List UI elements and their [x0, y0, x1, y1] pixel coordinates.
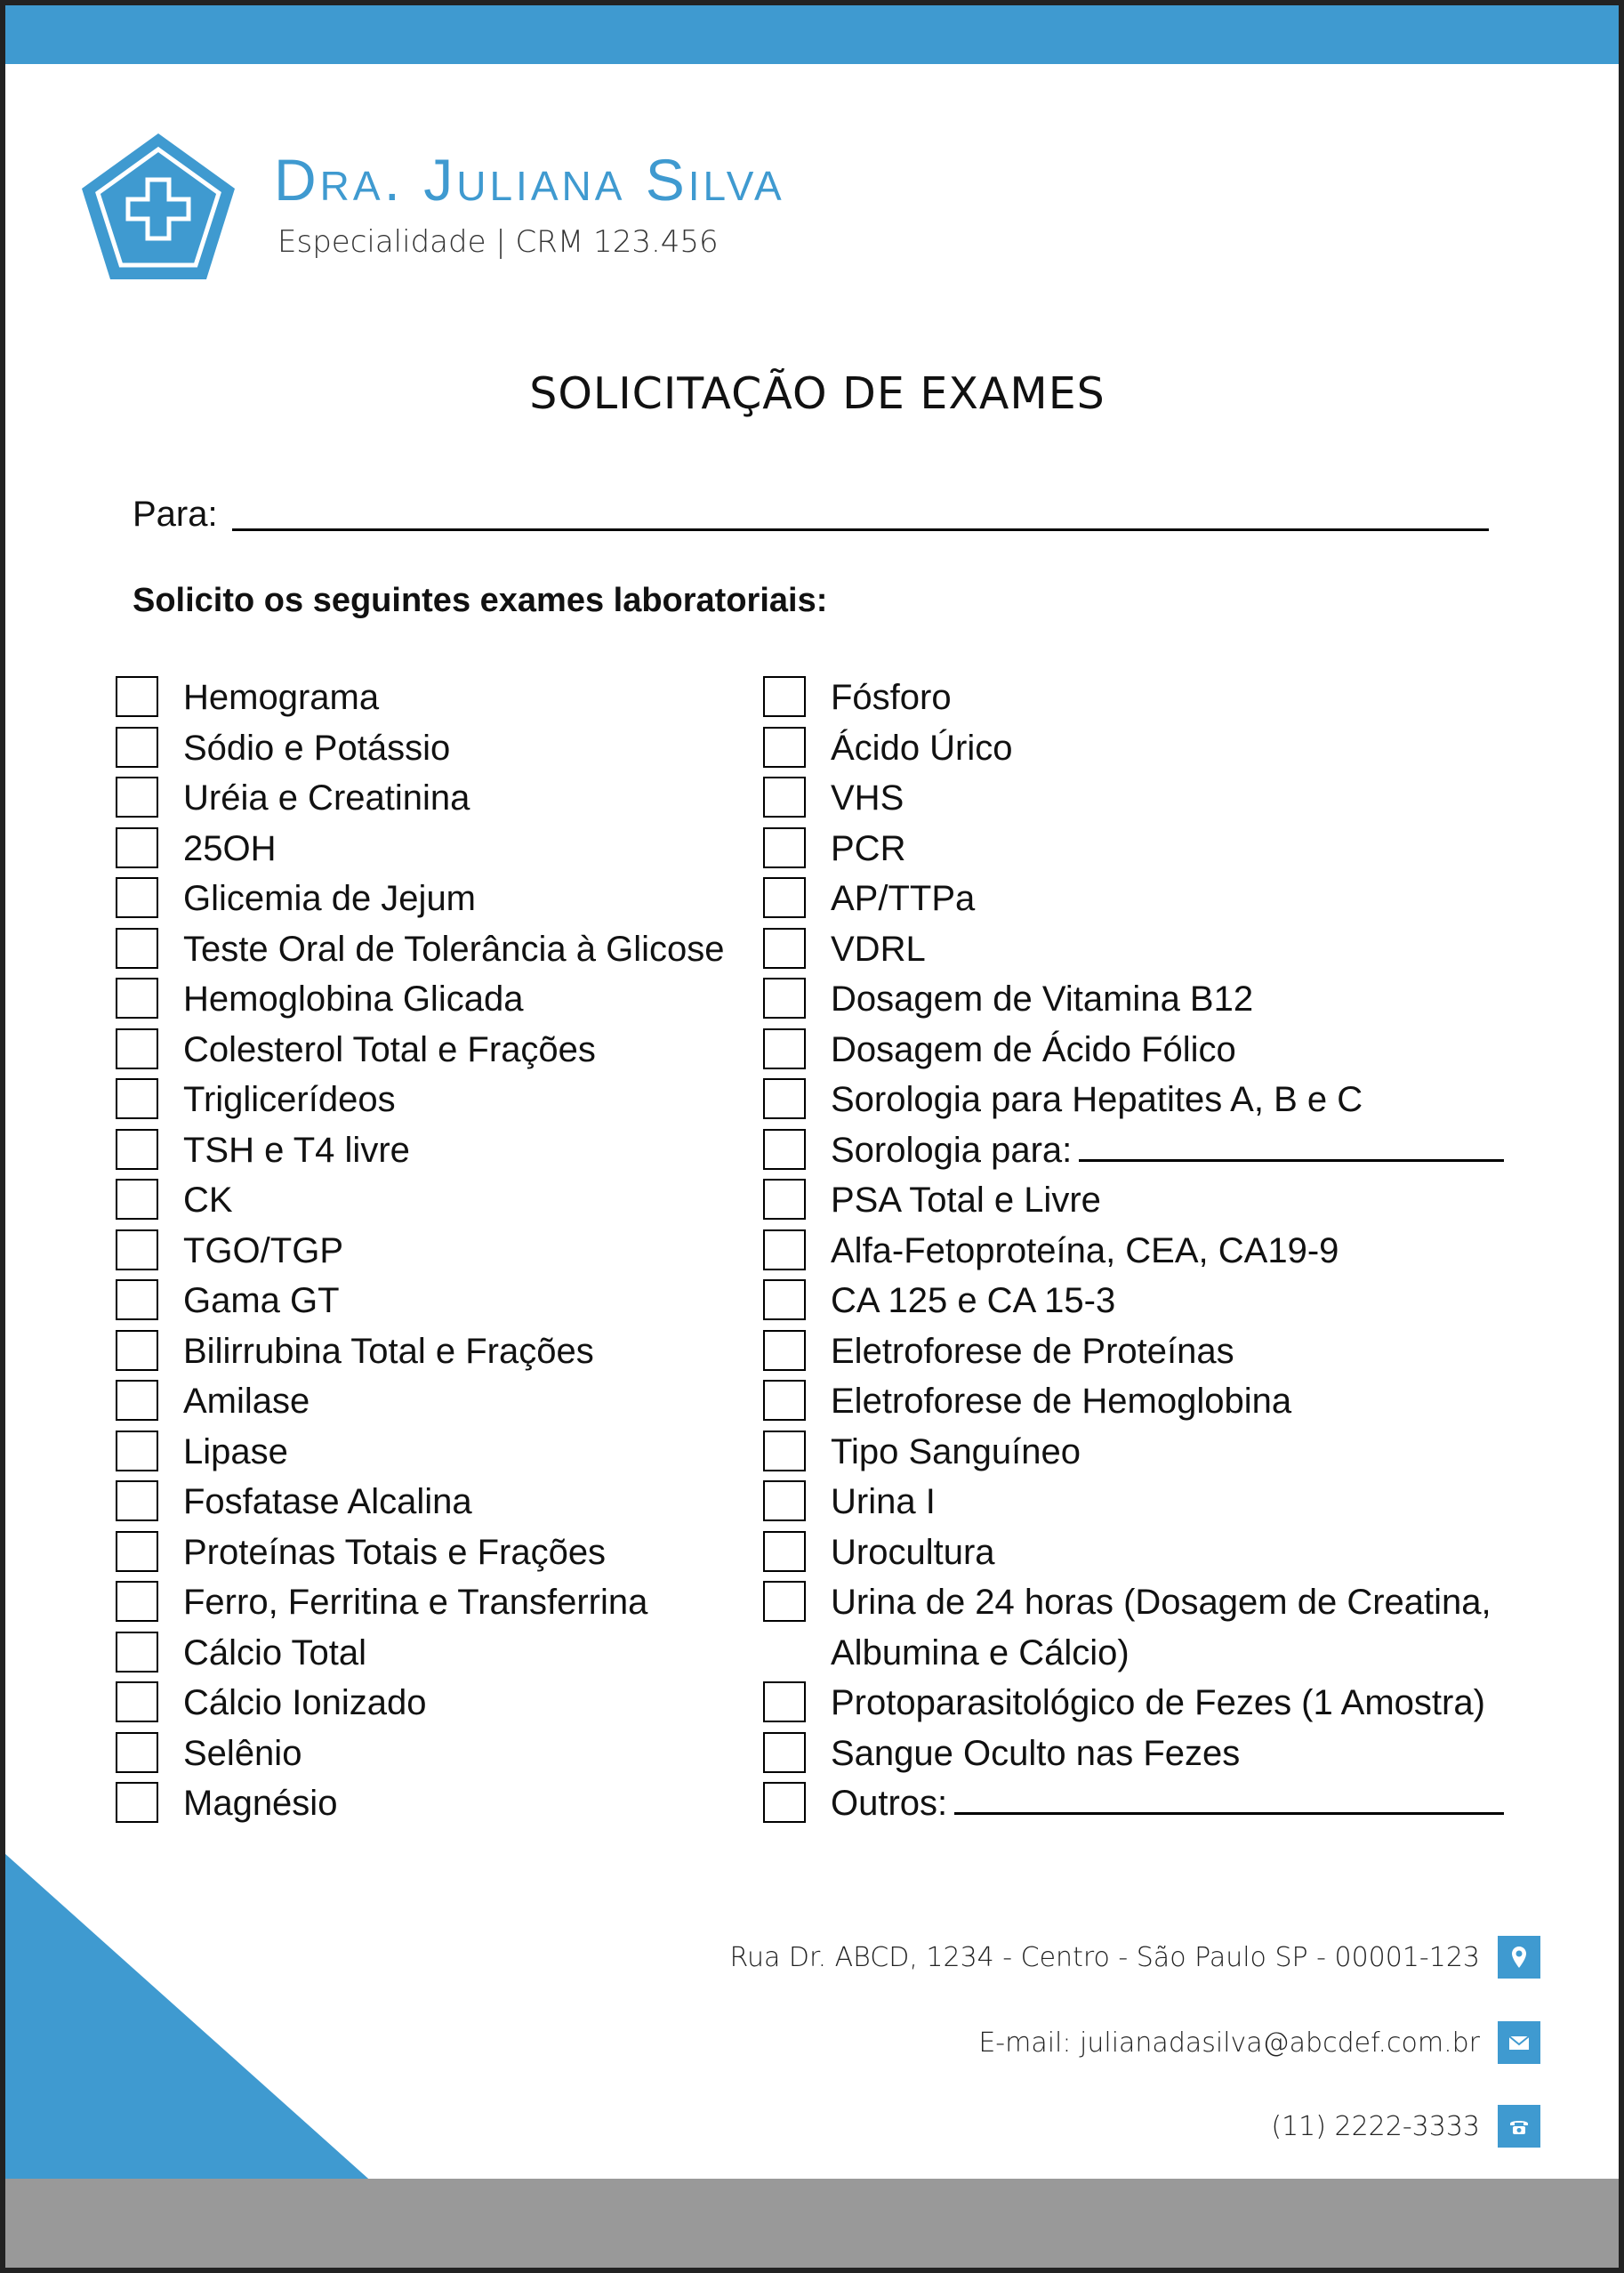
exam-label: Lipase — [183, 1431, 288, 1471]
exam-label: Bilirrubina Total e Frações — [183, 1331, 594, 1371]
exam-item — [763, 1678, 1519, 1729]
exam-label: TGO/TGP — [183, 1230, 343, 1270]
exam-checkbox[interactable] — [763, 1581, 806, 1622]
exam-item — [763, 1427, 1519, 1478]
exam-label: Selênio — [183, 1733, 302, 1773]
contact-address — [729, 1936, 1540, 1979]
exam-checkbox[interactable] — [763, 1028, 806, 1069]
exam-label: Cálcio Ionizado — [183, 1683, 427, 1722]
contact-phone — [1271, 2105, 1540, 2148]
exam-item — [116, 1477, 738, 1527]
exam-checkbox[interactable] — [116, 676, 158, 717]
exam-item — [763, 824, 1519, 875]
exam-checkbox[interactable] — [763, 1732, 806, 1773]
exam-item — [763, 773, 1519, 824]
exam-item — [763, 1025, 1519, 1076]
exam-checkbox[interactable] — [763, 1078, 806, 1119]
exam-checkbox[interactable] — [763, 727, 806, 768]
exam-label: Proteínas Totais e Frações — [183, 1532, 607, 1572]
exam-label: Hemograma — [183, 678, 380, 717]
exam-label: Triglicerídeos — [183, 1080, 396, 1119]
bottom-footer-bar — [5, 2179, 1619, 2268]
exam-checkbox[interactable] — [116, 1480, 158, 1521]
exam-label: PSA Total e Livre — [831, 1181, 1101, 1220]
exam-checkbox[interactable] — [763, 1531, 806, 1572]
exam-checkbox[interactable] — [116, 1681, 158, 1722]
exam-checkbox[interactable] — [763, 1179, 806, 1220]
exam-checkbox[interactable] — [116, 1129, 158, 1170]
exam-label: Fosfatase Alcalina — [183, 1482, 472, 1521]
exam-item — [116, 1025, 738, 1076]
exam-item — [116, 1678, 738, 1729]
top-accent-bar — [5, 5, 1619, 64]
exam-label: VDRL — [831, 929, 926, 969]
exam-checkbox[interactable] — [763, 777, 806, 818]
exam-checkbox[interactable] — [116, 727, 158, 768]
recipient-label: Para: — [133, 495, 218, 534]
exam-label: Urina de 24 horas (Dosagem de Creatina, Albumina e Cálcio) — [831, 1583, 1491, 1673]
exam-label: Alfa-Fetoproteína, CEA, CA19-9 — [831, 1230, 1339, 1270]
exam-item — [763, 1376, 1519, 1427]
exam-checkbox[interactable] — [116, 877, 158, 918]
medical-cross-logo-icon — [78, 130, 238, 283]
exam-label: Sangue Oculto nas Fezes — [831, 1733, 1241, 1773]
exam-label: Urocultura — [831, 1532, 995, 1572]
exam-checkbox[interactable] — [763, 1681, 806, 1722]
exam-checkbox[interactable] — [116, 1581, 158, 1622]
exam-item — [116, 974, 738, 1025]
exam-label: 25OH — [183, 828, 277, 868]
exam-item — [116, 1326, 738, 1377]
exam-label: Gama GT — [183, 1281, 340, 1320]
exam-label: Protoparasitológico de Fezes (1 Amostra) — [831, 1683, 1485, 1722]
exam-checkbox[interactable] — [116, 1078, 158, 1119]
exam-label: CA 125 e CA 15-3 — [831, 1281, 1116, 1320]
exam-item — [763, 723, 1519, 774]
exam-label: TSH e T4 livre — [183, 1130, 410, 1170]
exam-checkbox[interactable] — [763, 827, 806, 868]
exam-checkbox[interactable] — [116, 1179, 158, 1220]
exam-label: PCR — [831, 828, 906, 868]
exam-checkbox[interactable] — [116, 1279, 158, 1320]
exam-item — [763, 1226, 1519, 1277]
exam-checkbox[interactable] — [116, 1431, 158, 1471]
exam-label: Uréia e Creatinina — [183, 778, 470, 818]
exam-checkbox[interactable] — [763, 676, 806, 717]
exam-checkbox[interactable] — [116, 1782, 158, 1823]
exam-checkbox[interactable] — [116, 777, 158, 818]
exam-checkbox[interactable] — [763, 1279, 806, 1320]
exam-label: Sorologia para Hepatites A, B e C — [831, 1080, 1363, 1119]
exam-item — [763, 974, 1519, 1025]
exam-label: Sorologia para: — [831, 1130, 1073, 1170]
exam-checkbox[interactable] — [116, 1229, 158, 1270]
exam-item — [116, 1628, 738, 1679]
exam-label: Magnésio — [183, 1784, 338, 1823]
exam-item — [116, 1276, 738, 1326]
exam-item — [763, 1729, 1519, 1779]
exam-label: Fósforo — [831, 678, 952, 717]
exam-checkbox[interactable] — [116, 1732, 158, 1773]
exam-checkbox[interactable] — [116, 1330, 158, 1371]
exam-item — [116, 1729, 738, 1779]
exam-item — [763, 1477, 1519, 1527]
exam-item — [116, 1125, 738, 1176]
exam-label: Teste Oral de Tolerância à Glicose — [183, 929, 725, 969]
exam-item — [763, 1175, 1519, 1226]
exam-item — [116, 874, 738, 924]
exam-item — [116, 673, 738, 723]
exam-item — [763, 1527, 1519, 1578]
email-text: E-mail: julianadasilva@abcdef.com.br — [978, 2027, 1480, 2059]
exam-item — [116, 1527, 738, 1578]
exam-item — [763, 874, 1519, 924]
exam-checkbox[interactable] — [763, 1431, 806, 1471]
instruction-text: Solicito os seguintes exames laboratoriais: — [133, 582, 828, 619]
exam-checkbox[interactable] — [763, 1129, 806, 1170]
exam-list-right — [763, 673, 1519, 1829]
exam-label: Amilase — [183, 1382, 310, 1421]
exam-item — [763, 1075, 1519, 1125]
exam-label: Eletroforese de Hemoglobina — [831, 1382, 1292, 1421]
exam-item — [116, 1226, 738, 1277]
exam-checkbox[interactable] — [763, 1380, 806, 1421]
exam-checkbox[interactable] — [116, 978, 158, 1019]
exam-label: AP/TTPa — [831, 879, 976, 918]
recipient-field[interactable] — [232, 528, 1489, 531]
exam-checkbox[interactable] — [763, 1480, 806, 1521]
exam-checkbox[interactable] — [763, 877, 806, 918]
address-text: Rua Dr. ABCD, 1234 - Centro - São Paulo SP - 00001-123 — [729, 1941, 1480, 1973]
exam-checkbox[interactable] — [116, 1632, 158, 1673]
exam-label: VHS — [831, 778, 904, 818]
exam-checkbox[interactable] — [763, 1330, 806, 1371]
exam-label: Ferro, Ferritina e Transferrina — [183, 1583, 648, 1622]
doctor-name: Dra. Juliana Silva — [274, 147, 785, 213]
envelope-icon — [1498, 2021, 1540, 2064]
exam-checkbox[interactable] — [116, 1380, 158, 1421]
outros-fill-field[interactable] — [954, 1780, 1504, 1815]
exam-checkbox[interactable] — [763, 1229, 806, 1270]
exam-label: Colesterol Total e Frações — [183, 1029, 596, 1069]
exam-item — [116, 924, 738, 975]
exam-label: Outros: — [831, 1784, 948, 1823]
page-title: SOLICITAÇÃO DE EXAMES — [529, 368, 1105, 419]
exam-item — [116, 824, 738, 875]
exam-item — [763, 1125, 1519, 1176]
exam-label: Sódio e Potássio — [183, 728, 451, 768]
exam-label: Eletroforese de Proteínas — [831, 1331, 1234, 1371]
exam-label: Dosagem de Vitamina B12 — [831, 979, 1254, 1019]
exam-checkbox[interactable] — [116, 1028, 158, 1069]
exam-item — [763, 1276, 1519, 1326]
exam-item — [116, 723, 738, 774]
exam-item — [763, 1577, 1519, 1678]
exam-checkbox[interactable] — [763, 928, 806, 969]
exam-item — [116, 1175, 738, 1226]
exam-label: CK — [183, 1181, 233, 1220]
exam-list-left — [116, 673, 738, 1829]
exam-checkbox[interactable] — [116, 928, 158, 969]
exam-item — [116, 1376, 738, 1427]
exam-checkbox[interactable] — [116, 1531, 158, 1572]
doctor-specialty: Especialidade | CRM 123.456 — [277, 224, 719, 260]
sorologia-fill-field[interactable] — [1079, 1127, 1504, 1162]
phone-text: (11) 2222-3333 — [1271, 2110, 1480, 2142]
exam-item — [116, 1778, 738, 1829]
exam-label: Ácido Úrico — [831, 728, 1013, 768]
exam-item — [116, 1075, 738, 1125]
telephone-icon — [1498, 2105, 1540, 2148]
exam-label: Dosagem de Ácido Fólico — [831, 1029, 1236, 1069]
exam-label: Glicemia de Jejum — [183, 879, 477, 918]
exam-item — [116, 773, 738, 824]
exam-checkbox[interactable] — [763, 978, 806, 1019]
location-pin-icon — [1498, 1936, 1540, 1979]
exam-item — [763, 1326, 1519, 1377]
contact-email — [978, 2021, 1540, 2064]
exam-label: Hemoglobina Glicada — [183, 979, 524, 1019]
exam-checkbox[interactable] — [763, 1782, 806, 1823]
exam-label: Urina I — [831, 1482, 936, 1521]
exam-label: Cálcio Total — [183, 1632, 367, 1673]
exam-item — [763, 673, 1519, 723]
exam-checkbox[interactable] — [116, 827, 158, 868]
exam-item — [116, 1427, 738, 1478]
exam-item — [116, 1577, 738, 1628]
exam-label: Tipo Sanguíneo — [831, 1431, 1081, 1471]
exam-item — [763, 1778, 1519, 1829]
exam-item — [763, 924, 1519, 975]
